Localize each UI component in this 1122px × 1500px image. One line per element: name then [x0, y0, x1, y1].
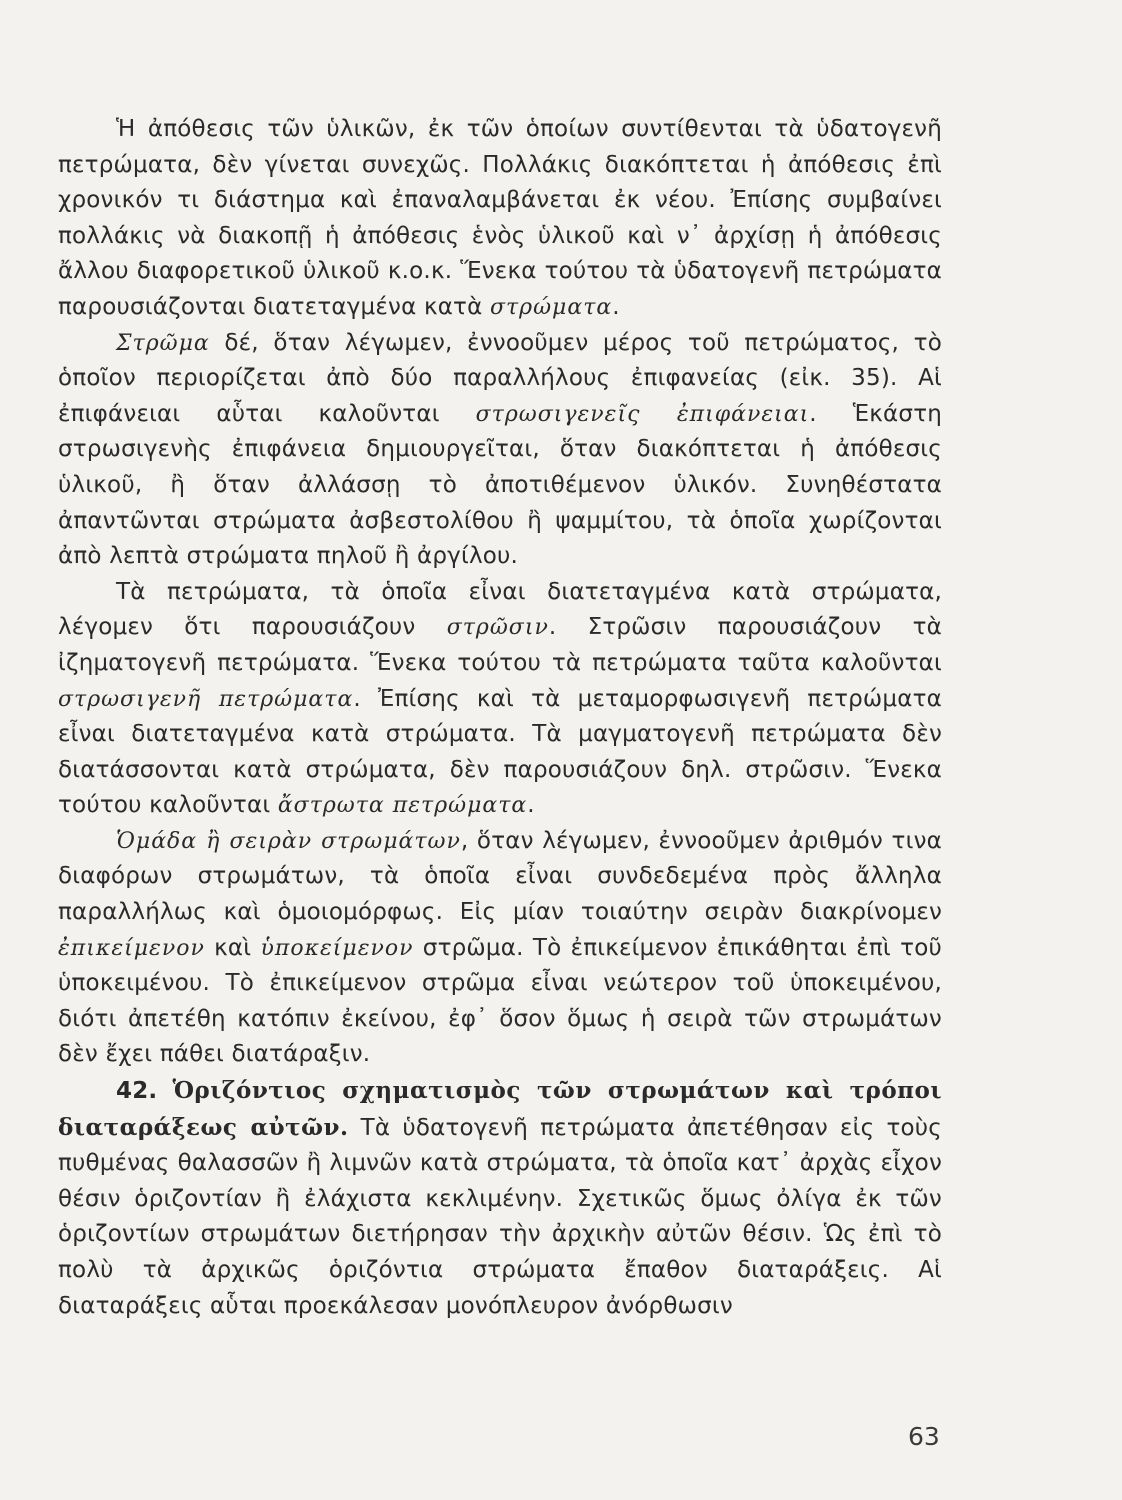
- paragraph-2-text-2: . Ἑκάστη στρωσιγενὴς ἐπιφάνεια δημιουργεῖται, ὅταν διακόπτεται ἡ ἀπόθεσις ὑλικοῦ, ἢ ὅταν ἀλλάσσῃ τὸ ἀποτιθέμενον ὑλικόν. Συνηθέστατα ἀπαντῶνται στρώματα ἀσβεστολίθου ἢ ψαμμίτου, τὰ ὁποῖα χωρίζονται ἀπὸ λεπτὰ στρώματα πηλοῦ ἢ ἀργίλου.: [58, 400, 943, 570]
- paragraph-4-text-2: καὶ: [204, 934, 261, 961]
- term-epikeimenon: ἐπικείμενον: [58, 935, 205, 961]
- paragraph-3-end: .: [527, 792, 535, 819]
- term-ypokeimenon: ὑποκείμενον: [260, 935, 414, 961]
- paragraph-4-text-1: , ὅταν λέγωμεν, ἐννοοῦμεν ἀριθμόν τινα διαφόρων στρωμάτων, τὰ ὁποῖα εἶναι συνδεδεμένα πρὸς ἄλληλα παραλλήλως καὶ ὁμοιομόρφως. Εἰς μίαν τοιαύτην σειρὰν διακρίνομεν: [58, 827, 942, 926]
- term-astrota-petromata: ἄστρωτα πετρώματα: [277, 793, 528, 819]
- section-42: [58, 1073, 942, 1324]
- section-title: Ὁριζόντιος σχηματισμὸς τῶν στρωμάτων καὶ τρόποι διαταράξεως αὐτῶν.: [58, 1077, 942, 1141]
- section-text: Τὰ ὑδατογενῆ πετρώματα ἀπετέθησαν εἰς τοὺς πυθμένας θαλασσῶν ἢ λιμνῶν κατὰ στρώματα, τὰ ὁποῖα κατ᾿ ἀρχὰς εἶχον θέσιν ὁριζοντίαν ἢ ἐλάχιστα κεκλιμένην. Σχετικῶς ὅμως ὀλίγα ἐκ τῶν ὁριζοντίων στρωμάτων διετήρησαν τὴν ἀρχικὴν αὐτῶν θέσιν. Ὡς ἐπὶ τὸ πολὺ τὰ ἀρχικῶς ὁριζόντια στρώματα ἔπαθον διαταράξεις. Αἱ διαταράξεις αὗται προεκάλεσαν μονόπλευρον ἀνόρθωσιν: [58, 1114, 942, 1319]
- page-body: [58, 112, 942, 1324]
- term-strosigeneis-epifaneiai: στρωσιγενεῖς ἐπιφάνειαι: [475, 401, 810, 427]
- paragraph-3-text-2: . Στρῶσιν παρουσιάζουν τὰ ἰζηματογενῆ πετρώματα. Ἕνεκα τούτου τὰ πετρώματα ταῦτα καλοῦνται: [58, 614, 942, 676]
- paragraph-1-text: Ἡ ἀπόθεσις τῶν ὑλικῶν, ἐκ τῶν ὁποίων συντίθενται τὰ ὑδατογενῆ πετρώματα, δὲν γίνεται συνεχῶς. Πολλάκις διακόπτεται ἡ ἀπόθεσις ἐπὶ χρονικόν τι διάστημα καὶ ἐπαναλαμβάνεται ἐκ νέου. Ἐπίσης συμβαίνει πολλάκις νὰ διακοπῇ ἡ ἀπόθεσις ἑνὸς ὑλικοῦ καὶ ν᾿ ἀρχίσῃ ἡ ἀπόθεσις ἄλλου διαφορετικοῦ ὑλικοῦ κ.ο.κ. Ἕνεκα τούτου τὰ ὑδατογενῆ πετρώματα παρουσιάζονται διατεταγμένα κατὰ: [58, 116, 942, 320]
- paragraph-3: [58, 575, 942, 824]
- paragraph-1-end: .: [612, 293, 620, 320]
- paragraph-3-text-3: . Ἐπίσης καὶ τὰ μεταμορφωσιγενῆ πετρώματα εἶναι διατεταγμένα κατὰ στρώματα. Τὰ μαγματογενῆ πετρώματα δὲν διατάσσονται κατὰ στρώματα, δὲν παρουσιάζουν δηλ. στρῶσιν. Ἕνεκα τούτου καλοῦνται: [58, 685, 942, 819]
- term-strosigeni-petromata: στρωσιγενῆ πετρώματα: [58, 686, 354, 712]
- paragraph-4-text-3: στρῶμα. Τὸ ἐπικείμενον ἐπικάθηται ἐπὶ τοῦ ὑποκειμένου. Τὸ ἐπικείμενον στρῶμα εἶναι νεώτερον τοῦ ὑποκειμένου, διότι ἀπετέθη κατόπιν ἐκείνου, ἐφ᾿ ὅσον ὅμως ἡ σειρὰ τῶν στρωμάτων δὲν ἔχει πάθει διατάραξιν.: [58, 934, 942, 1068]
- paragraph-1: [58, 112, 942, 326]
- term-stromata: στρώματα: [489, 294, 613, 320]
- term-stroma: Στρῶμα: [116, 330, 210, 356]
- section-number: 42.: [116, 1078, 158, 1105]
- term-omada-stromaton: Ὁμάδα ἢ σειρὰν στρωμάτων: [116, 828, 461, 854]
- paragraph-2-text-1: δέ, ὅταν λέγωμεν, ἐννοοῦμεν μέρος τοῦ πετρώματος, τὸ ὁποῖον περιορίζεται ἀπὸ δύο παραλλήλους ἐπιφανείας (εἰκ. 35). Αἱ ἐπιφάνειαι αὗται καλοῦνται: [58, 329, 942, 427]
- paragraph-4: [58, 824, 942, 1073]
- paragraph-2: [58, 326, 942, 575]
- term-strosin: στρῶσιν: [446, 615, 549, 641]
- page-number: 63: [908, 1422, 940, 1451]
- paragraph-3-text-1: Τὰ πετρώματα, τὰ ὁποῖα εἶναι διατεταγμένα κατὰ στρώματα, λέγομεν ὅτι παρουσιάζουν: [58, 578, 942, 641]
